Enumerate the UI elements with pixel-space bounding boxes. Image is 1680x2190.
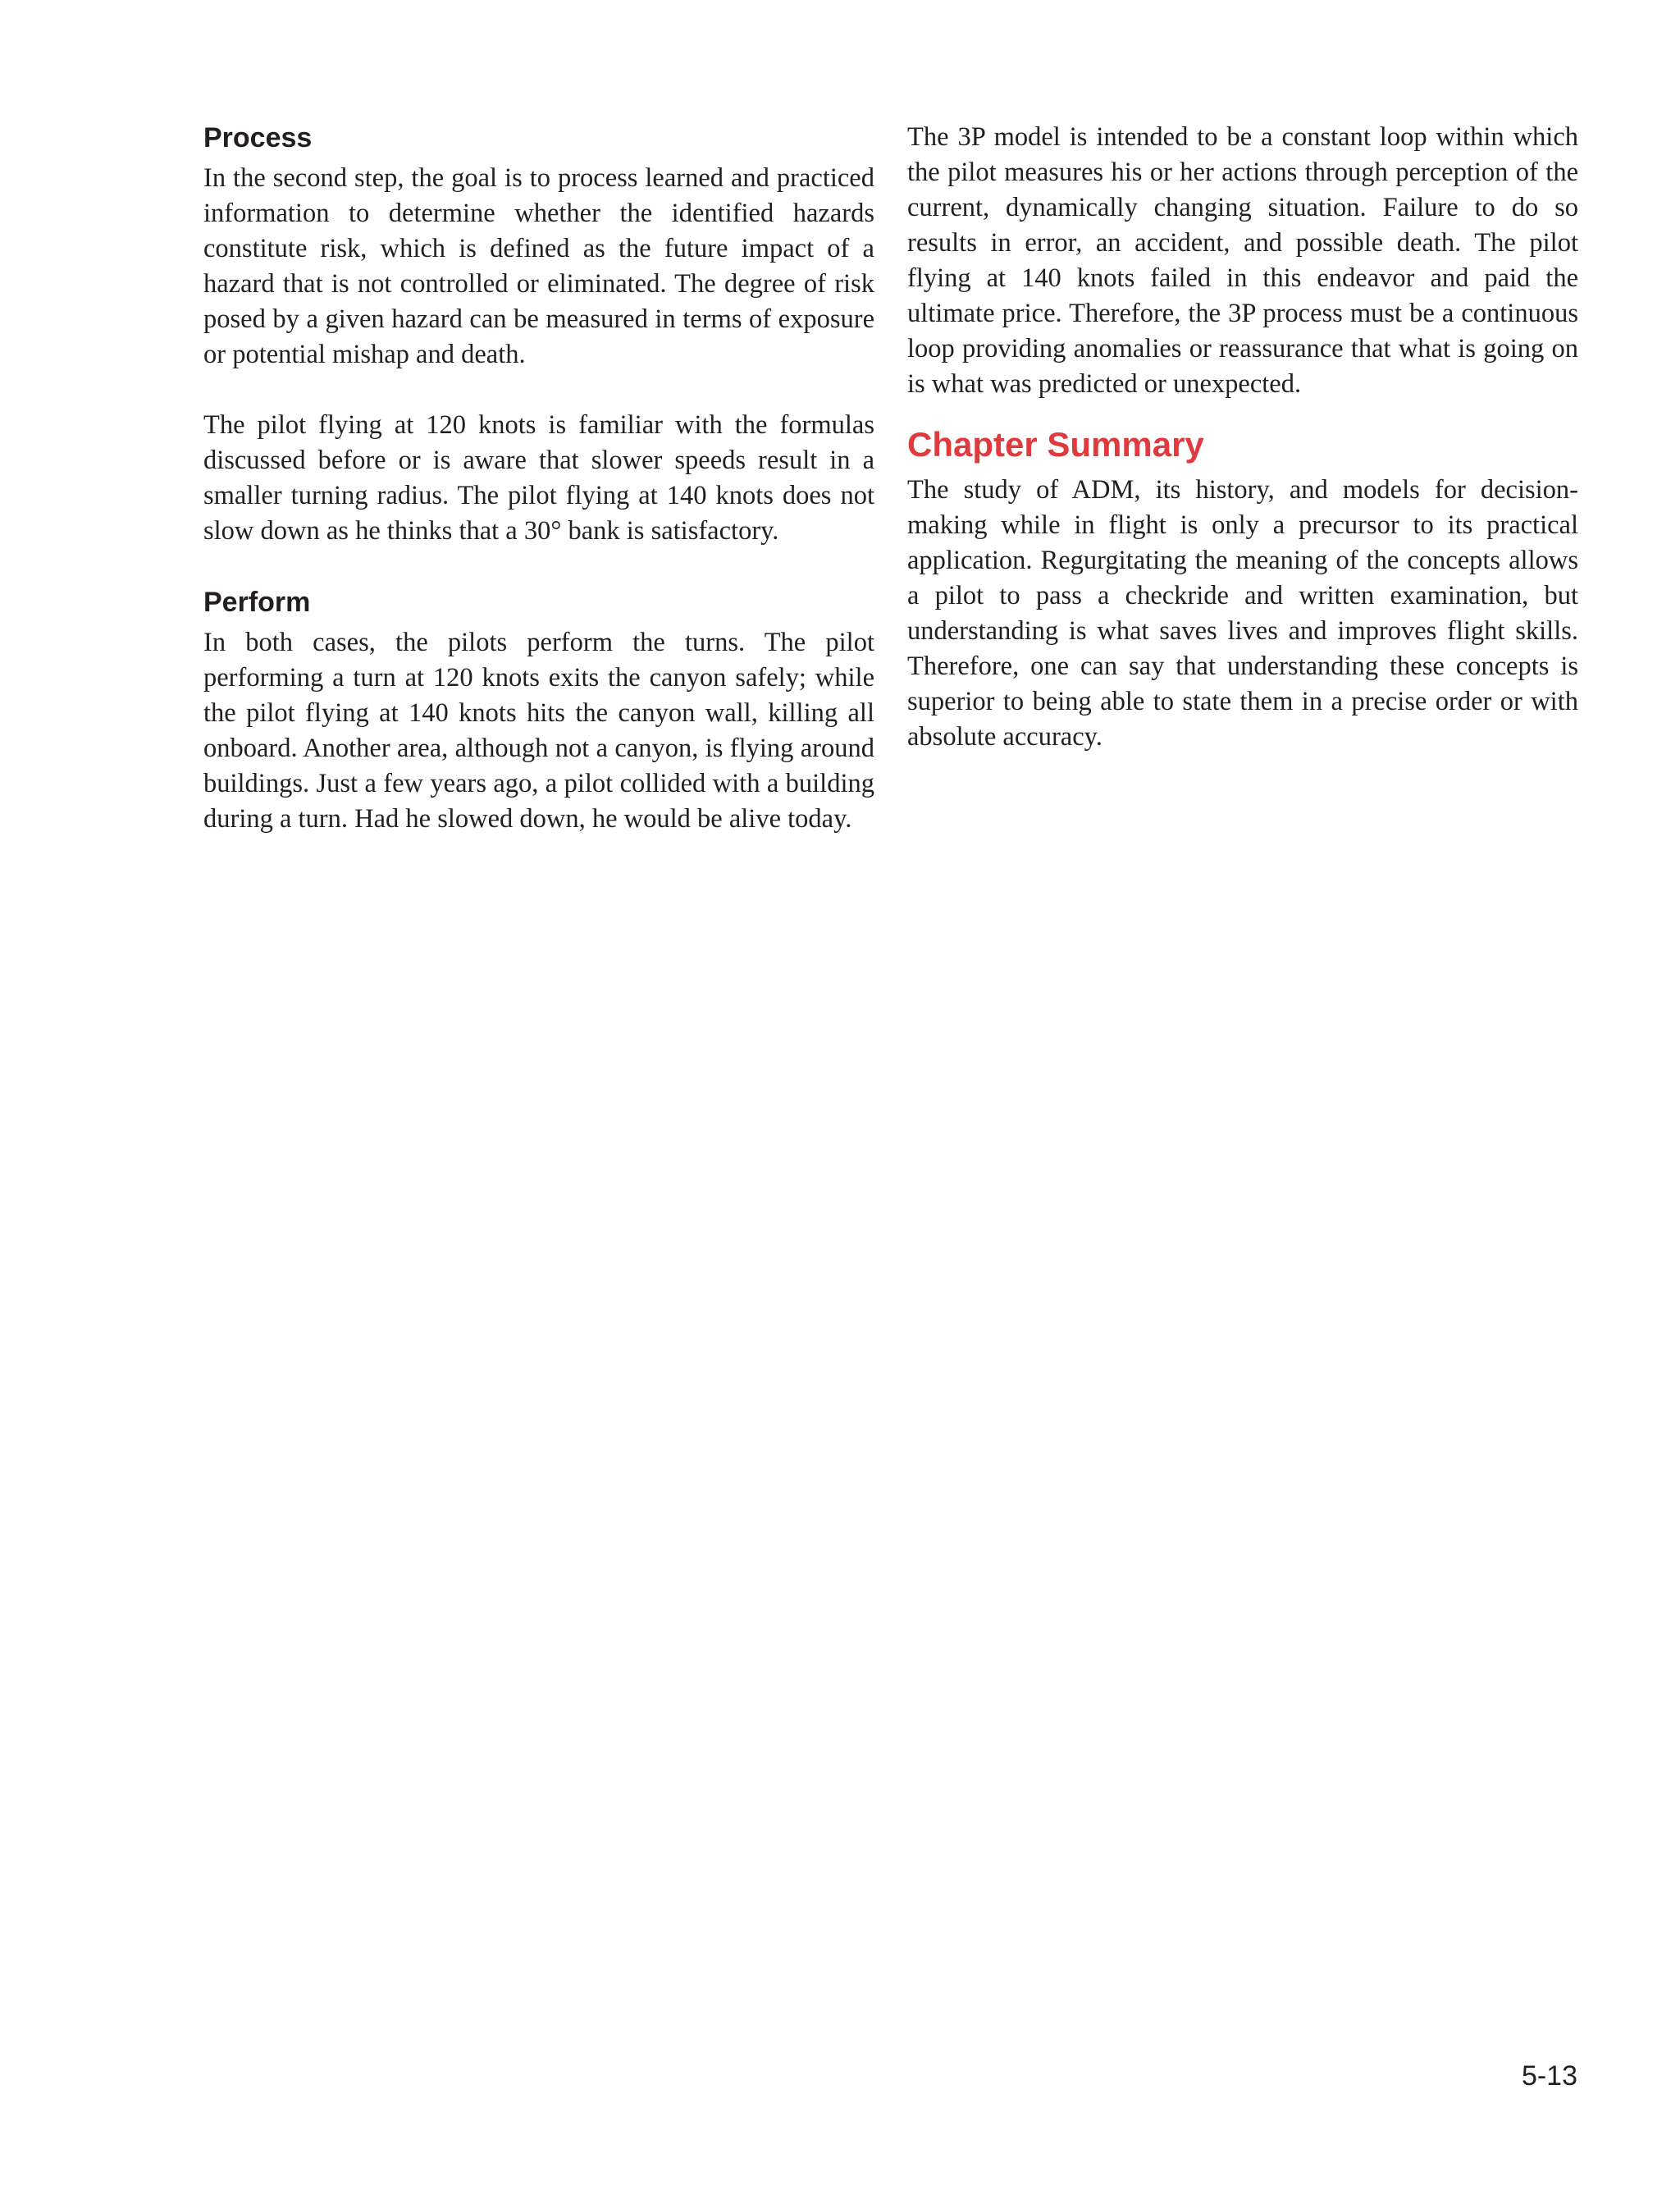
loop-paragraph: The 3P model is intended to be a constant loop within which the pilot measures his or her actions through perception of the current, dynamically changing situation. Failure to do so results in error, an accident, and possible death. The pilot flying at 140 knots failed in this endeavor and paid the ultimate price. Therefore, the 3P process must be a continuous loop providing anomalies or reassurance that what is going on is what was predicted or unexpected. bbox=[907, 122, 1578, 399]
left-column bbox=[203, 120, 874, 837]
process-paragraph: In the second step, the goal is to process learned and practiced information to determine whether the identified hazards constitute risk, which is defined as the future impact of a hazard that is not controlled or eliminated. The degree of risk posed by a given hazard can be measured in terms of exposure or potential mishap and death. bbox=[203, 163, 874, 369]
chapter-summary-paragraph: The study of ADM, its history, and models for decision-making while in flight is only a precursor to its practical application. Regurgitating the meaning of the concepts allows a pilot to pass a checkride and written examination, but understanding is what saves lives and improves flight skills. Therefore, one can say that understanding these concepts is superior to being able to state them in a precise order or with absolute accuracy. bbox=[907, 475, 1578, 752]
page-number: 5-13 bbox=[1521, 2060, 1577, 2092]
process-heading: Process bbox=[203, 122, 313, 153]
pilot-speed-paragraph: The pilot flying at 120 knots is familiar with the formulas discussed before or is aware that slower speeds result in a smaller turning radius. The pilot flying at 140 knots does not slow down as he thinks that a 30° bank is satisfactory. bbox=[203, 410, 874, 546]
perform-paragraph: In both cases, the pilots perform the turns. The pilot performing a turn at 120 knots exits the canyon safely; while the pilot flying at 140 knots hits the canyon wall, killing all onboard. Another area, although not a canyon, is flying around buildings. Just a few years ago, a pilot collided with a building during a turn. Had he slowed down, he would be alive today. bbox=[203, 628, 874, 834]
chapter-summary-heading: Chapter Summary bbox=[907, 425, 1204, 464]
right-column bbox=[907, 120, 1578, 755]
perform-heading: Perform bbox=[203, 587, 311, 618]
